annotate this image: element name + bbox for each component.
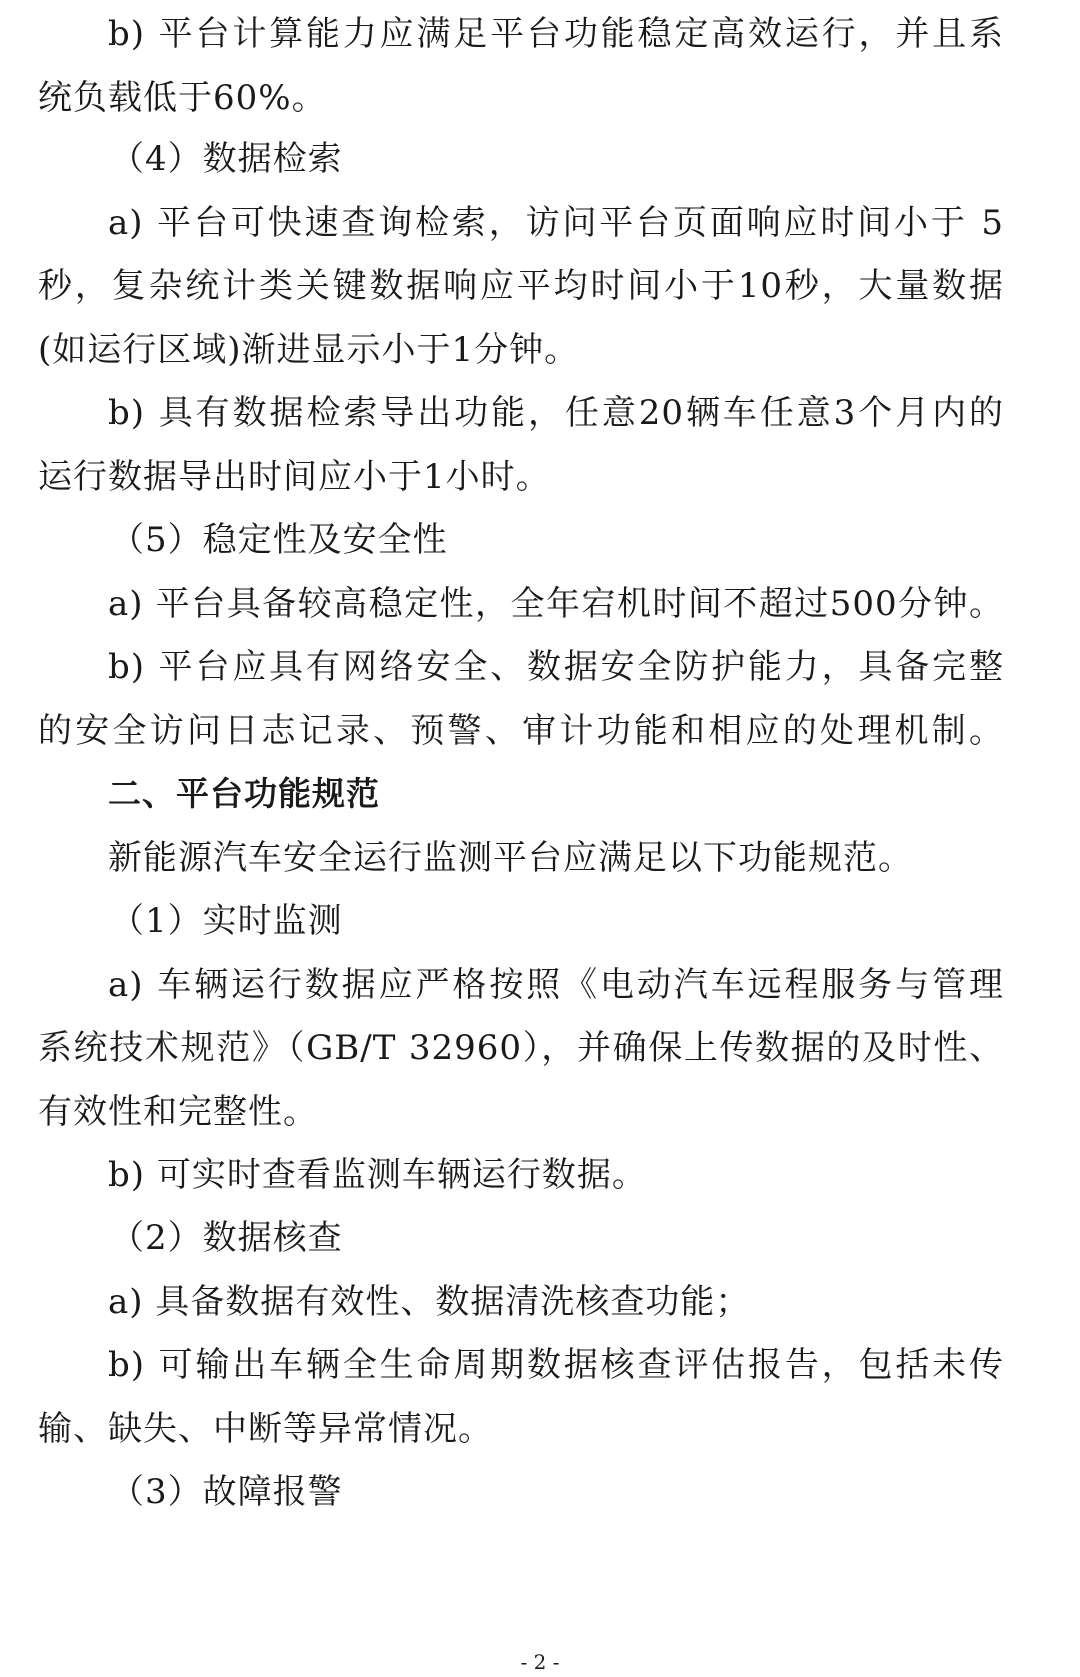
text-line: 新能源汽车安全运行监测平台应满足以下功能规范。 <box>108 838 913 878</box>
text-line: a) 具备数据有效性、数据清洗核查功能； <box>108 1282 751 1322</box>
text-line: 运行数据导出时间应小于1小时。 <box>38 457 551 497</box>
subsection-heading: （5）稳定性及安全性 <box>110 520 448 560</box>
text-line: b) 平台应具有网络安全、数据安全防护能力，具备完整 <box>108 647 1004 687</box>
text-line: (如运行区域)渐进显示小于1分钟。 <box>38 330 580 370</box>
page-number: - 2 - <box>520 1650 560 1674</box>
text-line: 输、缺失、中断等异常情况。 <box>38 1409 493 1449</box>
text-line: 秒，复杂统计类关键数据响应平均时间小于10秒，大量数据 <box>38 266 1004 306</box>
section-heading: 二、平台功能规范 <box>108 774 380 813</box>
text-line: b) 可输出车辆全生命周期数据核查评估报告，包括未传 <box>108 1345 1004 1385</box>
text-line: a) 平台可快速查询检索，访问平台页面响应时间小于 5 <box>108 203 1004 243</box>
subsection-heading: （4）数据检索 <box>110 139 343 179</box>
text-line: a) 平台具备较高稳定性，全年宕机时间不超过500分钟。 <box>108 584 1004 624</box>
text-line: 系统技术规范》（GB/T 32960），并确保上传数据的及时性、 <box>38 1028 1004 1068</box>
text-line: 的安全访问日志记录、预警、审计功能和相应的处理机制。 <box>38 711 1004 751</box>
subsection-heading: （3）故障报警 <box>110 1472 343 1512</box>
text-line: b) 具有数据检索导出功能，任意20辆车任意3个月内的 <box>108 393 1004 433</box>
subsection-heading: （2）数据核查 <box>110 1218 343 1258</box>
text-line: b) 平台计算能力应满足平台功能稳定高效运行，并且系 <box>108 14 1004 54</box>
subsection-heading: （1）实时监测 <box>110 901 343 941</box>
text-line: a) 车辆运行数据应严格按照《电动汽车远程服务与管理 <box>108 965 1004 1005</box>
text-line: 有效性和完整性。 <box>38 1092 318 1132</box>
text-line: 统负载低于60%。 <box>38 78 327 118</box>
text-line: b) 可实时查看监测车辆运行数据。 <box>108 1155 647 1195</box>
